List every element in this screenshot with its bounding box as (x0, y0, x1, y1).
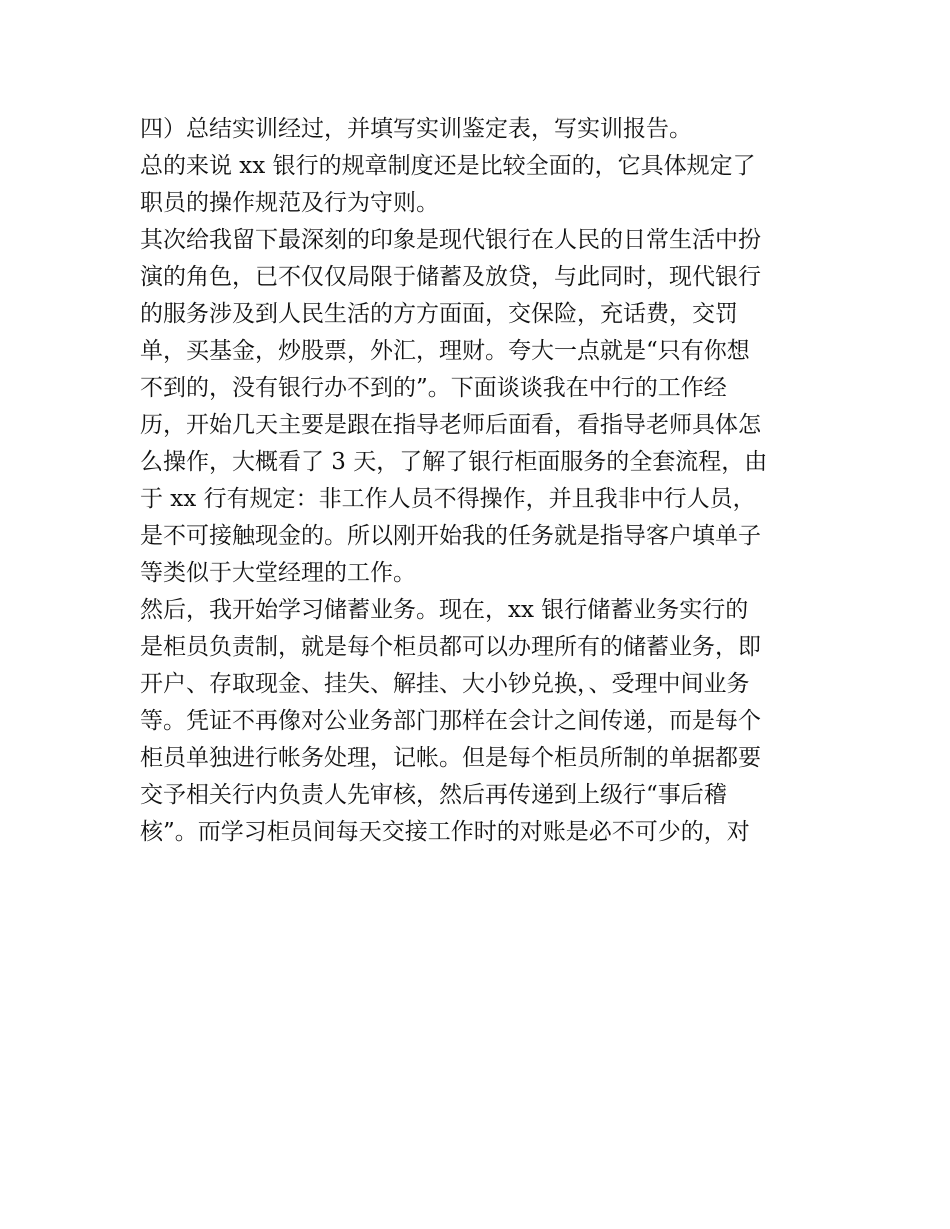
paragraph-bank-role (140, 222, 820, 592)
text-line: 职员的操作规范及行为守则。 (140, 190, 439, 216)
text-line: 其次给我留下最深刻的印象是现代银行在人民的日常生活中扮 (140, 227, 761, 253)
text-line: 然后，我开始学习储蓄业务。现在，xx 银行储蓄业务实行的 (140, 597, 749, 623)
text-line: 核”。而学习柜员间每天交接工作时的对账是必不可少的，对 (140, 819, 750, 845)
text-line: 历，开始几天主要是跟在指导老师后面看，看指导老师具体怎 (140, 412, 761, 438)
document-body (140, 111, 820, 851)
text-line: 不到的，没有银行办不到的”。下面谈谈我在中行的工作经 (140, 375, 727, 401)
text-line: 等类似于大堂经理的工作。 (140, 560, 416, 586)
text-line: 于 xx 行有规定：非工作人员不得操作，并且我非中行人员， (140, 486, 756, 512)
text-line: 交予相关行内负责人先审核，然后再传递到上级行“事后稽 (140, 782, 727, 808)
text-line: 开户、存取现金、挂失、解挂、大小钞兑换，、受理中间业务 (140, 671, 750, 697)
paragraph-summary-step-four (140, 111, 820, 148)
text-line: 是不可接触现金的。所以刚开始我的任务就是指导客户填单子 (140, 523, 761, 549)
text-line: 四）总结实训经过，并填写实训鉴定表，写实训报告。 (140, 116, 692, 142)
paragraph-savings-business (140, 592, 820, 851)
text-line: 的服务涉及到人民生活的方方面面，交保险，充话费，交罚 (140, 301, 738, 327)
text-line: 等。凭证不再像对公业务部门那样在会计之间传递，而是每个 (140, 708, 761, 734)
text-line: 么操作，大概看了 3 天，了解了银行柜面服务的全套流程，由 (140, 449, 768, 475)
paragraph-bank-rules (140, 148, 820, 222)
text-line: 是柜员负责制，就是每个柜员都可以办理所有的储蓄业务，即 (140, 634, 761, 660)
text-line: 单，买基金，炒股票，外汇，理财。夸大一点就是“只有你想 (140, 338, 750, 364)
text-line: 柜员单独进行帐务处理，记帐。但是每个柜员所制的单据都要 (140, 745, 761, 771)
text-line: 演的角色，已不仅仅局限于储蓄及放贷，与此同时，现代银行 (140, 264, 761, 290)
text-line: 总的来说 xx 银行的规章制度还是比较全面的，它具体规定了 (140, 153, 756, 179)
